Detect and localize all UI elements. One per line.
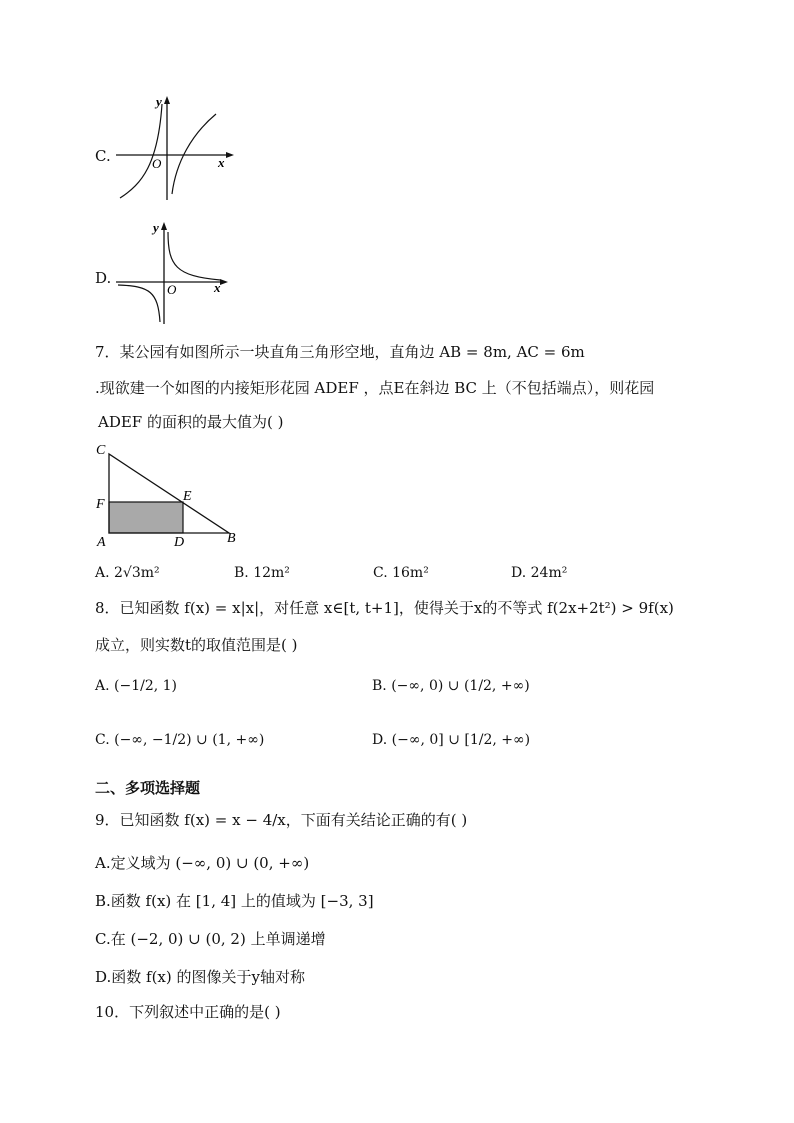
q8-option-d[interactable]: D. (−∞, 0] ∪ [1/2, +∞) bbox=[372, 732, 531, 748]
y-axis-label: y bbox=[156, 94, 162, 109]
point-d-label: D bbox=[174, 535, 185, 550]
y-axis-arrow bbox=[161, 222, 167, 230]
q9-option-a[interactable]: A.定义域为 (−∞, 0) ∪ (0, +∞) bbox=[95, 854, 310, 872]
graph-d bbox=[112, 218, 242, 328]
triangle-figure bbox=[92, 440, 252, 552]
q7-line2: .现欲建一个如图的内接矩形花园 ADEF ，点E在斜边 BC 上（不包括端点），则花园 bbox=[95, 379, 655, 397]
origin-label: O bbox=[152, 156, 162, 171]
q8-option-c[interactable]: C. (−∞, −1/2) ∪ (1, +∞) bbox=[95, 732, 265, 748]
q7-option-c[interactable]: C. 16m² bbox=[373, 565, 429, 581]
q9-option-c[interactable]: C.在 (−2, 0) ∪ (0, 2) 上单调递增 bbox=[95, 930, 326, 948]
q8-option-a[interactable]: A. (−1/2, 1) bbox=[95, 678, 178, 694]
point-c-label: C bbox=[96, 443, 106, 458]
point-b-label: B bbox=[227, 531, 236, 546]
q7-line3: ADEF 的面积的最大值为( ) bbox=[98, 413, 284, 431]
x-axis-label: x bbox=[218, 155, 225, 170]
q7-option-d[interactable]: D. 24m² bbox=[511, 565, 568, 581]
q8-option-b[interactable]: B. (−∞, 0) ∪ (1/2, +∞) bbox=[372, 678, 530, 694]
y-axis-arrow bbox=[164, 96, 170, 104]
q8-line2: 成立，则实数t的取值范围是( ) bbox=[95, 636, 298, 654]
section-title: 二、多项选择题 bbox=[95, 779, 201, 797]
curve-left-branch bbox=[118, 285, 160, 322]
option-d-label: D. bbox=[95, 269, 112, 287]
curve-right-branch bbox=[172, 114, 216, 194]
y-axis-label: y bbox=[153, 220, 159, 235]
point-f-label: F bbox=[96, 497, 105, 512]
option-c-label: C. bbox=[95, 147, 111, 165]
point-e-label: E bbox=[183, 489, 192, 504]
graph-c bbox=[112, 92, 242, 202]
x-axis-arrow bbox=[220, 279, 228, 285]
point-a-label: A bbox=[97, 535, 106, 550]
x-axis-arrow bbox=[226, 152, 234, 158]
origin-label: O bbox=[167, 282, 177, 297]
q9-option-d[interactable]: D.函数 f(x) 的图像关于y轴对称 bbox=[95, 968, 305, 986]
q9-option-b[interactable]: B.函数 f(x) 在 [1, 4] 上的值域为 [−3, 3] bbox=[95, 892, 374, 910]
q7-option-a[interactable]: A. 2√3m² bbox=[95, 565, 160, 581]
q7-option-b[interactable]: B. 12m² bbox=[234, 565, 290, 581]
curve-right-branch bbox=[168, 232, 220, 280]
garden-rectangle bbox=[109, 502, 183, 533]
x-axis-label: x bbox=[214, 280, 221, 295]
curve-left-branch bbox=[120, 104, 162, 198]
q9-line1: 9．已知函数 f(x) = x − 4/x，下面有关结论正确的有( ) bbox=[95, 811, 468, 829]
q7-line1: 7．某公园有如图所示一块直角三角形空地，直角边 AB = 8m, AC = 6m bbox=[95, 343, 585, 361]
q8-line1: 8．已知函数 f(x) = x|x|，对任意 x∈[t, t+1]，使得关于x的不等式 f(2x+2t²) > 9f(x) bbox=[95, 599, 674, 617]
q10-line1: 10．下列叙述中正确的是( ) bbox=[95, 1003, 281, 1021]
